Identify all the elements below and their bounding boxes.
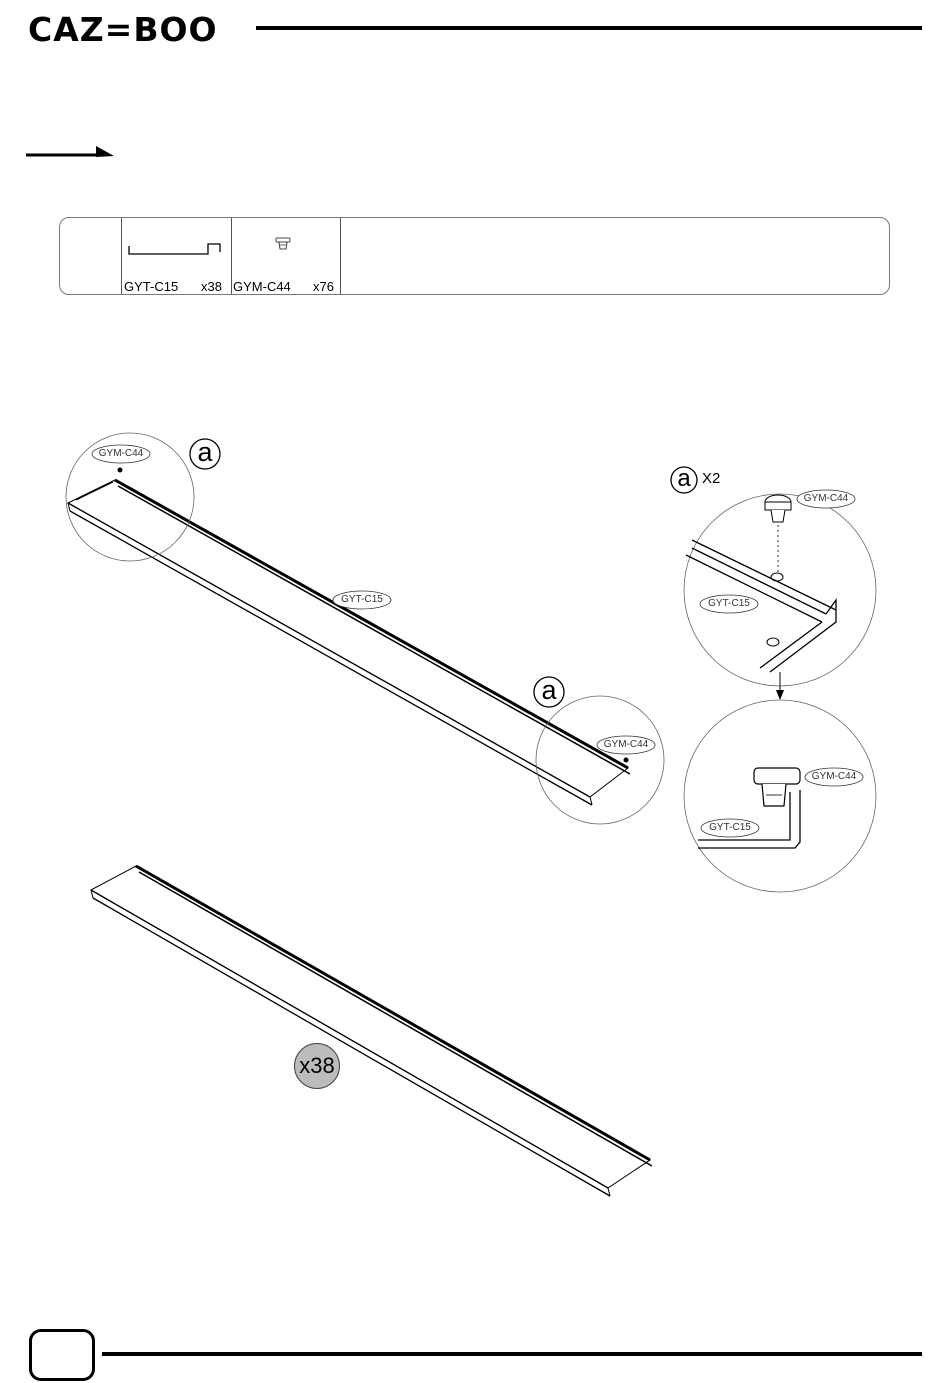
- part-qty-gyt-c15: x38: [201, 279, 222, 294]
- part-id-gym-c44: GYM-C44: [233, 279, 291, 294]
- callout-rail-detail-top: GYT-C15: [708, 598, 750, 609]
- brand-logo: CAZ=BOO: [28, 10, 218, 49]
- callout-rail-upper: GYT-C15: [341, 594, 383, 605]
- part-qty-gym-c44: x76: [313, 279, 334, 294]
- detail-letter-upper-left: a: [197, 437, 213, 467]
- detail-letter-upper-right: a: [541, 675, 557, 705]
- callout-rail-detail-bottom: GYT-C15: [709, 822, 751, 833]
- callout-plug-detail-top: GYM-C44: [803, 493, 849, 504]
- rail-lower: [91, 866, 652, 1196]
- footer-rule: [102, 1352, 922, 1356]
- detail-multiplier: X2: [702, 470, 721, 487]
- callout-plug-upper-left: GYM-C44: [98, 448, 144, 459]
- rail-upper: [68, 480, 630, 805]
- detail-letter-zoom: a: [677, 465, 691, 492]
- callout-plug-detail-bottom: GYM-C44: [811, 771, 857, 782]
- quantity-badge: x38: [294, 1043, 340, 1089]
- part-id-gyt-c15: GYT-C15: [124, 279, 179, 294]
- callout-plug-upper-right: GYM-C44: [603, 739, 649, 750]
- page-number-box: [29, 1329, 95, 1381]
